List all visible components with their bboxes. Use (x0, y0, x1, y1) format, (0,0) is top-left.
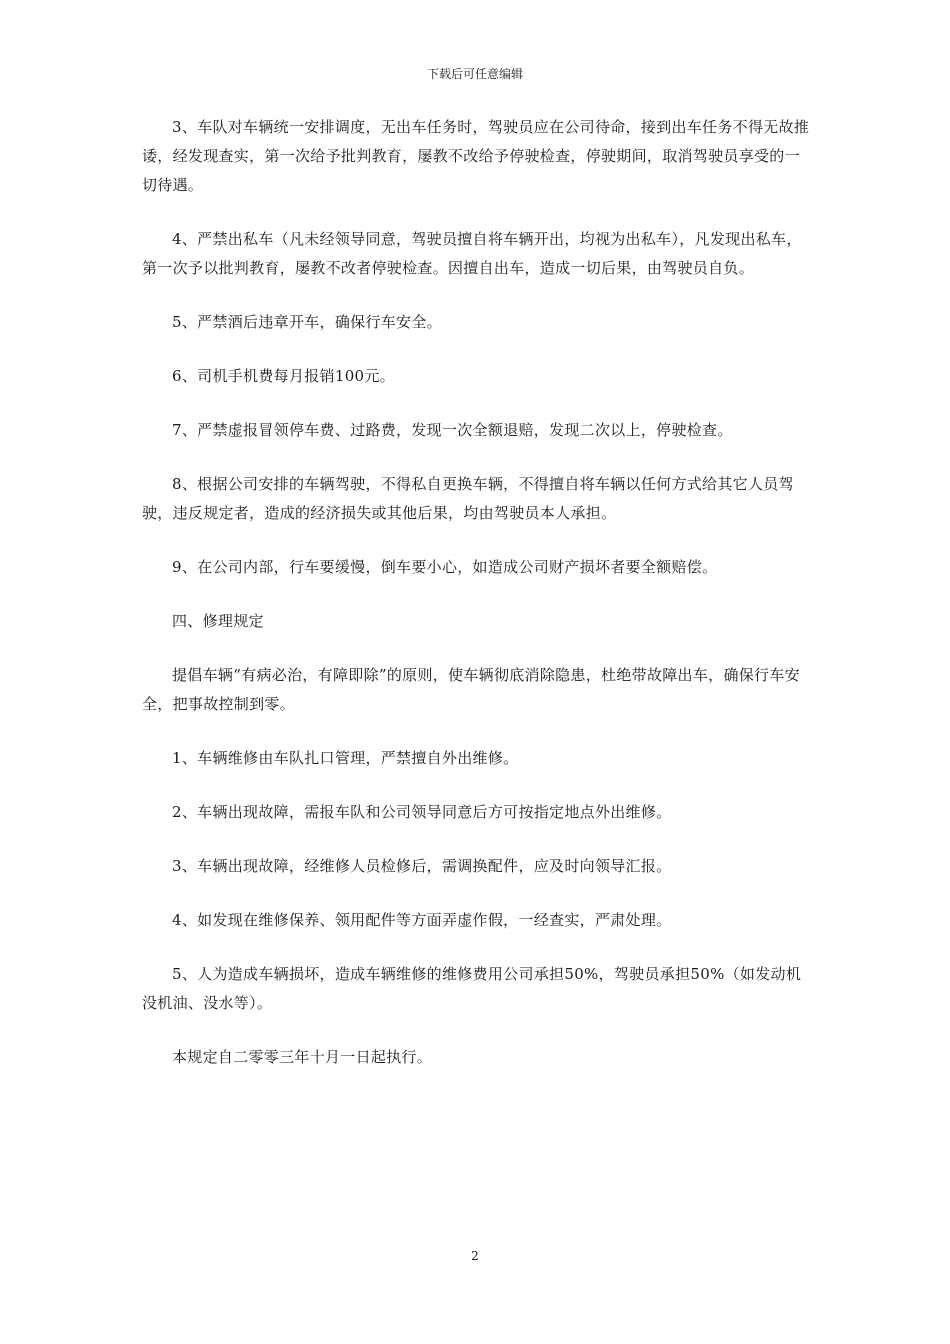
paragraph-repair-rule-2: 2、车辆出现故障，需报车队和公司领导同意后方可按指定地点外出维修。 (172, 803, 672, 821)
paragraph-rule-3-dispatch: 3、车队对车辆统一安排调度，无出车任务时，驾驶员应在公司待命，接到出车任务不得无故推诿，经发现查实，第一次给予批判教育，屡教不改给予停驶检查，停驶期间，取消驾驶员享受的一切待遇。 (142, 118, 810, 194)
section-heading-repair-rules: 四、修理规定 (172, 612, 264, 630)
paragraph-repair-principle: 提倡车辆“有病必治，有障即除”的原则，使车辆彻底消除隐患，杜绝带故障出车，确保行车安全，把事故控制到零。 (142, 666, 800, 713)
paragraph-repair-rule-5: 5、人为造成车辆损坏，造成车辆维修的维修费用公司承担50%，驾驶员承担50%（如发动机没机油、没水等）。 (142, 965, 802, 1012)
paragraph-effective-date: 本规定自二零零三年十月一日起执行。 (172, 1048, 433, 1066)
page-header: 下载后可任意编辑 (426, 67, 523, 81)
paragraph-rule-6-phone-fee: 6、司机手机费每月报销100元。 (172, 367, 395, 385)
paragraph-repair-rule-1: 1、车辆维修由车队扎口管理，严禁擅自外出维修。 (172, 749, 519, 767)
paragraph-repair-rule-3: 3、车辆出现故障，经维修人员检修后，需调换配件，应及时向领导汇报。 (172, 857, 672, 875)
paragraph-rule-4-private-use: 4、严禁出私车（凡未经领导同意，驾驶员擅自将车辆开出，均视为出私车），凡发现出私车，第一次予以批判教育，屡教不改者停驶检查。因擅自出车，造成一切后果，由驾驶员自负。 (142, 230, 802, 277)
page-number: 2 (471, 1249, 479, 1263)
paragraph-rule-7-false-claims: 7、严禁虚报冒领停车费、过路费，发现一次全额退赔，发现二次以上，停驶检查。 (172, 421, 733, 439)
paragraph-repair-rule-4: 4、如发现在维修保养、领用配件等方面弄虚作假，一经查实，严肃处理。 (172, 911, 672, 929)
paragraph-rule-9-internal-driving: 9、在公司内部，行车要缓慢，倒车要小心，如造成公司财产损坏者要全额赔偿。 (172, 558, 718, 576)
document-body (142, 113, 814, 1072)
paragraph-rule-5-drunk-driving: 5、严禁酒后违章开车，确保行车安全。 (172, 313, 442, 331)
paragraph-rule-8-vehicle-assignment: 8、根据公司安排的车辆驾驶，不得私自更换车辆，不得擅自将车辆以任何方式给其它人员驾驶，违反规定者，造成的经济损失或其他后果，均由驾驶员本人承担。 (142, 475, 794, 522)
